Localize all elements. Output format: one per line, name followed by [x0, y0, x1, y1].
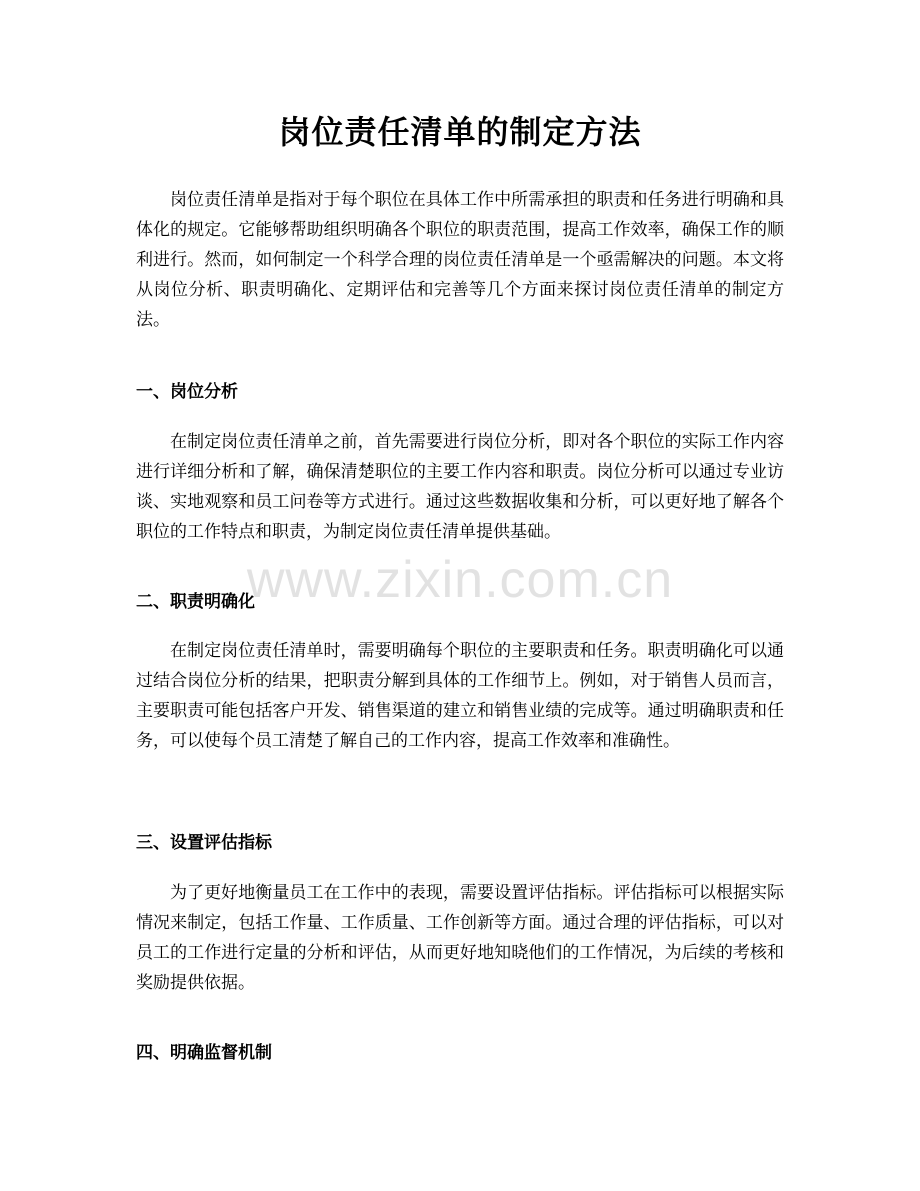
intro-paragraph: 岗位责任清单是指对于每个职位在具体工作中所需承担的职责和任务进行明确和具体化的规定。它能够帮助组织明确各个职位的职责范围，提高工作效率，确保工作的顺利进行。然而，如何制定一个科学合理的岗位责任清单是一个亟需解决的问题。本文将从岗位分析、职责明确化、定期评估和完善等几个方面来探讨岗位责任清单的制定方法。: [136, 190, 784, 330]
section-heading-2: 二、职责明确化: [136, 592, 255, 612]
section-heading-4: 四、明确监督机制: [136, 1043, 272, 1063]
watermark: www.zixin.com.cn: [246, 551, 674, 609]
section-heading-3: 三、设置评估指标: [136, 833, 272, 853]
section-heading-1: 一、岗位分析: [136, 382, 238, 402]
section-body-1: 在制定岗位责任清单之前，首先需要进行岗位分析，即对各个职位的实际工作内容进行详细分析和了解，确保清楚职位的主要工作内容和职责。岗位分析可以通过专业访谈、实地观察和员工问卷等方式进行。通过这些数据收集和分析，可以更好地了解各个职位的工作特点和职责，为制定岗位责任清单提供基础。: [136, 432, 784, 542]
section-body-2: 在制定岗位责任清单时，需要明确每个职位的主要职责和任务。职责明确化可以通过结合岗位分析的结果，把职责分解到具体的工作细节上。例如，对于销售人员而言，主要职责可能包括客户开发、销售渠道的建立和销售业绩的完成等。通过明确职责和任务，可以使每个员工清楚了解自己的工作内容，提高工作效率和准确性。: [136, 641, 784, 751]
section-body-3: 为了更好地衡量员工在工作中的表现，需要设置评估指标。评估指标可以根据实际情况来制定，包括工作量、工作质量、工作创新等方面。通过合理的评估指标，可以对员工的工作进行定量的分析和评估，从而更好地知晓他们的工作情况，为后续的考核和奖励提供依据。: [136, 883, 784, 993]
document-title: 岗位责任清单的制定方法: [278, 113, 642, 151]
